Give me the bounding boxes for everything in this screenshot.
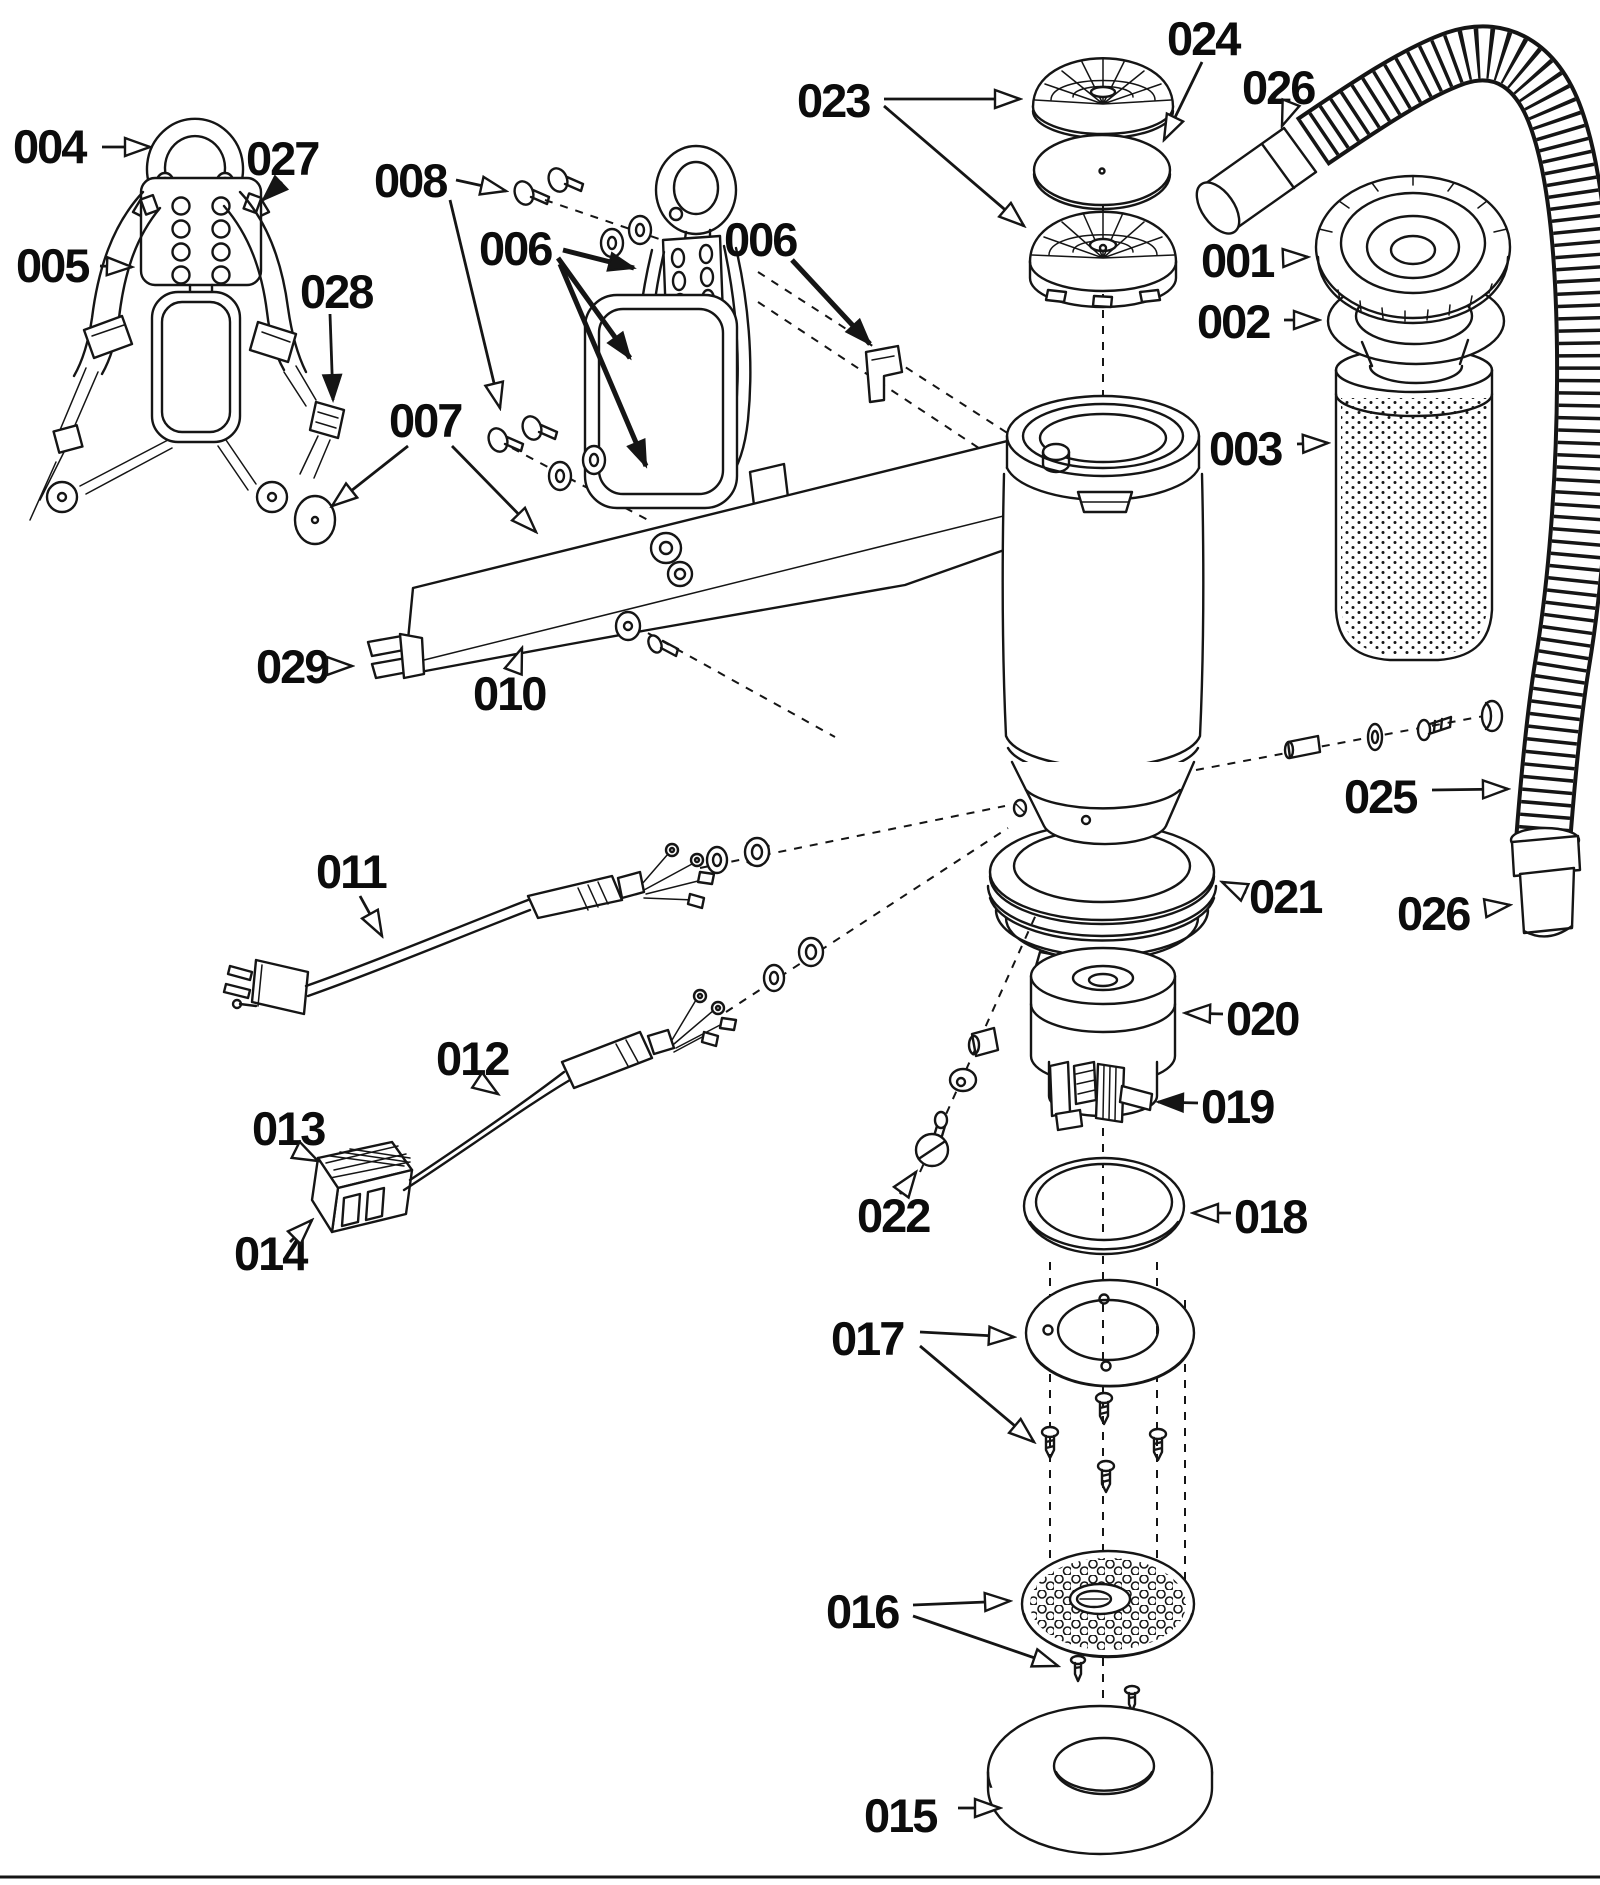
arrow-006-a	[563, 250, 634, 268]
part-label-021: 021	[1249, 870, 1322, 923]
part-label-006-right: 006	[724, 213, 797, 266]
part-label-003: 003	[1209, 422, 1282, 475]
part-label-019: 019	[1201, 1080, 1274, 1133]
part-back-plate	[133, 178, 269, 292]
part-dome-filter-top	[1033, 58, 1173, 138]
part-label-018: 018	[1234, 1190, 1307, 1243]
arrow-005	[100, 266, 132, 267]
part-extension-cord	[312, 938, 823, 1232]
part-label-008: 008	[374, 154, 447, 207]
arrow-007-b	[452, 446, 536, 532]
part-label-013: 013	[252, 1102, 325, 1155]
part-label-014: 014	[234, 1227, 307, 1280]
part-label-016: 016	[826, 1585, 899, 1638]
part-caster-right	[257, 482, 287, 512]
part-power-cord	[224, 838, 769, 1014]
part-label-005: 005	[16, 239, 89, 292]
part-label-022: 022	[857, 1189, 930, 1242]
part-retainer-plate	[1026, 1280, 1194, 1386]
arrow-016-a	[913, 1601, 1010, 1605]
part-fork-clip-029	[368, 634, 424, 678]
part-label-007: 007	[389, 394, 462, 447]
arrow-011	[360, 896, 382, 936]
arrow-017-a	[920, 1332, 1014, 1337]
arrow-001	[1284, 257, 1308, 258]
part-label-012: 012	[436, 1032, 509, 1085]
part-disc-filter-024	[1034, 135, 1170, 209]
part-mounting-screws	[1042, 1393, 1166, 1492]
part-label-017: 017	[831, 1312, 904, 1365]
part-label-026-top: 026	[1242, 61, 1315, 114]
part-label-004: 004	[13, 120, 86, 173]
part-label-023: 023	[797, 74, 870, 127]
part-label-029: 029	[256, 640, 329, 693]
part-label-015: 015	[864, 1789, 937, 1842]
part-side-fastener-set	[1285, 701, 1502, 758]
part-label-001: 001	[1201, 234, 1274, 287]
part-label-024: 024	[1167, 12, 1240, 65]
part-motor-gasket	[1024, 1158, 1184, 1254]
part-caster-left	[47, 482, 77, 512]
part-label-011: 011	[316, 845, 386, 898]
part-cushion-base	[988, 1706, 1212, 1854]
part-dome-filter-lower	[1030, 210, 1176, 307]
part-back-cushion	[585, 295, 790, 522]
part-plug	[224, 960, 308, 1014]
arrow-026-bottom	[1487, 905, 1510, 908]
part-label-027: 027	[246, 132, 319, 185]
part-grommet-007	[295, 496, 335, 544]
part-label-010: 010	[473, 667, 546, 720]
part-label-002: 002	[1197, 295, 1270, 348]
labels-and-arrows	[13, 12, 1510, 1842]
part-label-028: 028	[300, 265, 373, 318]
part-label-025: 025	[1344, 770, 1417, 823]
part-perforated-plate	[1022, 1551, 1194, 1657]
arrow-025	[1432, 789, 1508, 790]
part-label-026-bottom: 026	[1397, 887, 1470, 940]
part-strap-keeper-028	[310, 402, 344, 438]
part-valve-fastener-set	[916, 1028, 998, 1166]
arrow-008-a	[456, 180, 506, 191]
arrow-023-b	[884, 106, 1024, 226]
arrow-007-a	[332, 446, 408, 506]
part-tank-body	[1003, 396, 1204, 844]
arrow-003	[1297, 443, 1328, 444]
part-connector-body	[312, 1142, 412, 1232]
part-hose-cuff-bottom	[1511, 828, 1580, 936]
part-label-006-left: 006	[479, 222, 552, 275]
part-plate-screws	[1071, 1656, 1139, 1711]
arrow-020	[1185, 1013, 1223, 1014]
part-filter-bag	[1336, 348, 1492, 660]
arrow-019	[1158, 1102, 1198, 1103]
part-label-020: 020	[1226, 992, 1299, 1045]
part-hose-cuff-top	[1188, 128, 1316, 241]
part-back-pad	[47, 292, 287, 512]
arrow-017-b	[920, 1346, 1034, 1442]
arrow-028	[330, 314, 333, 400]
arrow-021	[1222, 882, 1246, 893]
